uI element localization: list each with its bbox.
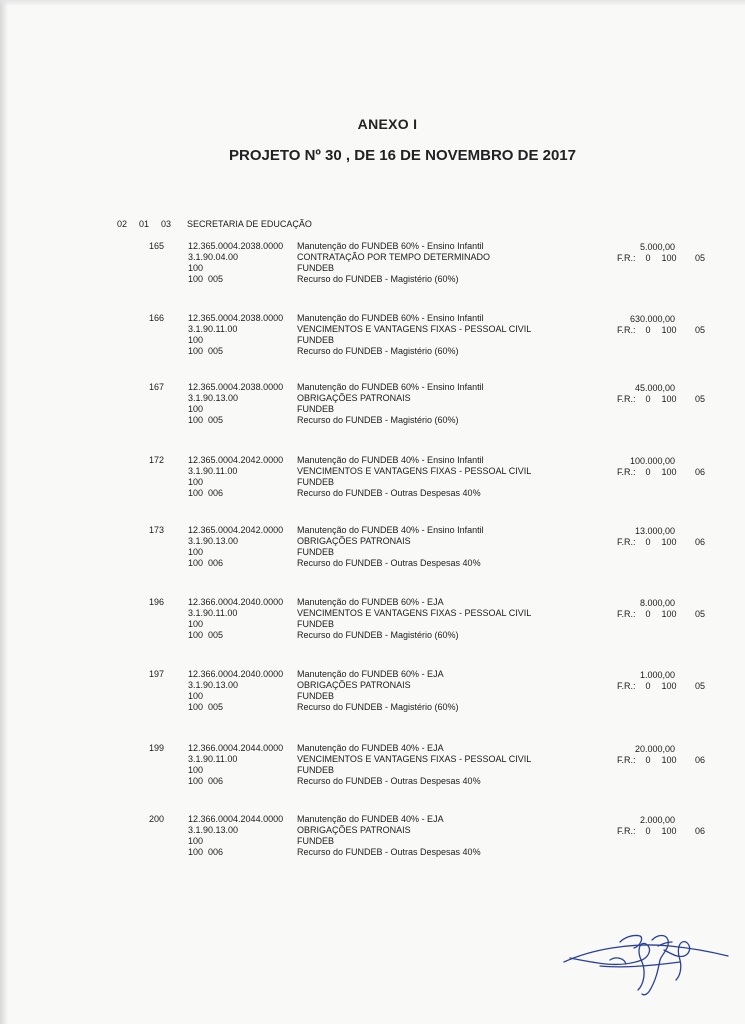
fr-label: F.R.: [617,681,636,691]
fr-label: F.R.: [617,394,636,404]
fund-name: FUNDEB [297,619,335,629]
fr-label: F.R.: [617,537,636,547]
source-code: 100 [188,619,204,629]
sub-code-a: 100 [188,630,204,640]
entry-codes [188,597,283,641]
program-code: 12.366.0004.2040.0000 [188,597,284,607]
entry-amount: 8.000,00 [639,598,675,608]
sub-code-b: 006 [208,488,224,498]
entry-descriptions [297,313,531,357]
fund-name: FUNDEB [297,836,335,846]
program-code: 12.365.0004.2038.0000 [188,313,284,323]
entry-descriptions [297,525,484,569]
sub-code-a: 100 [188,558,204,568]
action-desc: Manutenção do FUNDEB 60% - EJA [297,669,444,679]
budget-entry [0,382,745,432]
source-code: 100 [188,836,204,846]
signature-icon [560,920,730,1000]
source-code: 100 [188,691,204,701]
budget-entry [0,743,745,793]
fr-2: 100 [661,467,677,477]
element-desc: VENCIMENTOS E VANTAGENS FIXAS - PESSOAL CIVIL [297,324,532,334]
source-code: 100 [188,404,204,414]
entry-codes [188,455,283,499]
budget-entry [0,455,745,505]
element-code: 3.1.90.04.00 [188,252,239,262]
entry-number: 196 [149,597,165,607]
resource-desc: Recurso do FUNDEB - Outras Despesas 40% [297,776,481,786]
action-desc: Manutenção do FUNDEB 60% - Ensino Infantil [297,382,484,392]
sub-codes [188,558,283,569]
element-desc: OBRIGAÇÕES PATRONAIS [297,393,411,403]
fr-3: 05 [694,681,705,691]
resource-desc: Recurso do FUNDEB - Magistério (60%) [297,630,459,640]
sub-code-a: 100 [188,702,204,712]
sub-code-a: 100 [188,488,204,498]
fr-1: 0 [645,325,651,335]
fr-2: 100 [661,394,677,404]
action-desc: Manutenção do FUNDEB 40% - Ensino Infantil [297,525,484,535]
sub-code-b: 006 [208,558,224,568]
fr-label: F.R.: [617,325,636,335]
entry-amount: 20.000,00 [634,744,675,754]
budget-entry [0,313,745,363]
fr-1: 0 [645,537,651,547]
entry-descriptions [297,455,531,499]
budget-entry [0,597,745,647]
fr-3: 06 [694,826,705,836]
entry-number: 167 [149,382,165,392]
element-code: 3.1.90.13.00 [188,680,239,690]
element-code: 3.1.90.11.00 [188,324,238,334]
element-desc: CONTRATAÇÃO POR TEMPO DETERMINADO [297,252,491,262]
entry-codes [188,382,283,426]
resource-desc: Recurso do FUNDEB - Outras Despesas 40% [297,558,481,568]
fr-label: F.R.: [617,755,636,765]
entry-codes [188,241,283,285]
entry-descriptions [297,814,481,858]
dept-name: SECRETARIA DE EDUCAÇÃO [187,219,312,229]
fund-name: FUNDEB [297,335,335,345]
program-code: 12.365.0004.2038.0000 [188,382,284,392]
source-code: 100 [188,263,204,273]
entry-descriptions [297,743,531,787]
fr-1: 0 [645,755,651,765]
fr-code [617,253,705,264]
fr-2: 100 [661,681,677,691]
sub-codes [188,346,283,357]
dept-code-1: 02 [117,219,128,229]
resource-desc: Recurso do FUNDEB - Outras Despesas 40% [297,488,481,498]
entry-codes [188,743,283,787]
entry-codes [188,525,283,569]
fr-2: 100 [661,609,677,619]
entry-codes [188,313,283,357]
program-code: 12.365.0004.2042.0000 [188,525,284,535]
entry-amount: 2.000,00 [639,815,675,825]
sub-codes [188,847,283,858]
fr-1: 0 [645,609,651,619]
source-code: 100 [188,335,204,345]
sub-code-b: 005 [208,702,224,712]
fr-3: 05 [694,394,705,404]
fr-3: 05 [694,253,705,263]
sub-code-a: 100 [188,847,204,857]
sub-code-b: 006 [208,847,224,857]
sub-codes [188,415,283,426]
fr-1: 0 [645,681,651,691]
entry-amount: 5.000,00 [639,242,675,252]
entry-number: 166 [149,313,165,323]
entry-codes [188,814,283,858]
fr-code [617,609,705,620]
fr-code [617,681,705,692]
source-code: 100 [188,547,204,557]
element-desc: OBRIGAÇÕES PATRONAIS [297,825,411,835]
source-code: 100 [188,477,204,487]
element-code: 3.1.90.13.00 [188,825,239,835]
fr-2: 100 [661,253,677,263]
budget-entry [0,669,745,719]
fr-1: 0 [645,394,651,404]
action-desc: Manutenção do FUNDEB 60% - Ensino Infantil [297,241,484,251]
action-desc: Manutenção do FUNDEB 60% - Ensino Infantil [297,313,484,323]
fr-2: 100 [661,826,677,836]
entry-amount: 13.000,00 [634,526,675,536]
budget-entry [0,241,745,291]
action-desc: Manutenção do FUNDEB 40% - EJA [297,743,444,753]
element-code: 3.1.90.11.00 [188,466,238,476]
element-desc: VENCIMENTOS E VANTAGENS FIXAS - PESSOAL CIVIL [297,608,532,618]
fund-name: FUNDEB [297,477,335,487]
entry-codes [188,669,283,713]
sub-code-a: 100 [188,415,204,425]
fr-label: F.R.: [617,467,636,477]
fr-code [617,394,705,405]
element-code: 3.1.90.11.00 [188,754,238,764]
entry-number: 197 [149,669,165,679]
fr-code [617,537,705,548]
sub-code-a: 100 [188,346,204,356]
entry-amount: 1.000,00 [639,670,675,680]
dept-code-3: 03 [161,219,172,229]
action-desc: Manutenção do FUNDEB 40% - EJA [297,814,444,824]
fr-label: F.R.: [617,609,636,619]
element-desc: VENCIMENTOS E VANTAGENS FIXAS - PESSOAL CIVIL [297,466,532,476]
fr-3: 06 [694,467,705,477]
entry-number: 165 [149,241,165,251]
entry-number: 172 [149,455,165,465]
program-code: 12.366.0004.2044.0000 [188,814,284,824]
element-desc: OBRIGAÇÕES PATRONAIS [297,680,411,690]
sub-codes [188,630,283,641]
element-code: 3.1.90.11.00 [188,608,238,618]
entry-descriptions [297,241,490,285]
fr-label: F.R.: [617,826,636,836]
entry-descriptions [297,382,484,426]
sub-codes [188,776,283,787]
entry-number: 199 [149,743,165,753]
fr-code [617,826,705,837]
resource-desc: Recurso do FUNDEB - Magistério (60%) [297,702,459,712]
fr-1: 0 [645,826,651,836]
resource-desc: Recurso do FUNDEB - Magistério (60%) [297,346,459,356]
fund-name: FUNDEB [297,263,335,273]
entry-descriptions [297,669,459,713]
fr-label: F.R.: [617,253,636,263]
action-desc: Manutenção do FUNDEB 60% - EJA [297,597,444,607]
element-code: 3.1.90.13.00 [188,393,239,403]
program-code: 12.365.0004.2042.0000 [188,455,284,465]
resource-desc: Recurso do FUNDEB - Magistério (60%) [297,415,459,425]
source-code: 100 [188,765,204,775]
budget-entry [0,525,745,575]
sub-codes [188,488,283,499]
program-code: 12.365.0004.2038.0000 [188,241,284,251]
project-title: PROJETO Nº 30 , DE 16 DE NOVEMBRO DE 2017 [229,147,576,164]
fr-2: 100 [661,755,677,765]
entry-number: 173 [149,525,165,535]
sub-code-b: 005 [208,630,224,640]
budget-entry [0,814,745,864]
program-code: 12.366.0004.2040.0000 [188,669,284,679]
resource-desc: Recurso do FUNDEB - Magistério (60%) [297,274,459,284]
resource-desc: Recurso do FUNDEB - Outras Despesas 40% [297,847,481,857]
action-desc: Manutenção do FUNDEB 40% - Ensino Infantil [297,455,484,465]
fr-code [617,755,705,766]
sub-code-b: 005 [208,415,224,425]
entry-descriptions [297,597,531,641]
scan-top-shadow [0,0,745,6]
fr-2: 100 [661,537,677,547]
element-desc: OBRIGAÇÕES PATRONAIS [297,536,411,546]
annex-title: ANEXO I [357,116,418,132]
fr-1: 0 [645,253,651,263]
program-code: 12.366.0004.2044.0000 [188,743,284,753]
sub-code-b: 005 [208,274,224,284]
fr-3: 05 [694,325,705,335]
element-desc: VENCIMENTOS E VANTAGENS FIXAS - PESSOAL CIVIL [297,754,532,764]
sub-code-a: 100 [188,776,204,786]
fund-name: FUNDEB [297,404,335,414]
fr-code [617,325,705,336]
fr-code [617,467,705,478]
fund-name: FUNDEB [297,547,335,557]
fr-3: 05 [694,609,705,619]
fr-1: 0 [645,467,651,477]
entry-amount: 630.000,00 [629,314,675,324]
fund-name: FUNDEB [297,691,335,701]
fr-2: 100 [661,325,677,335]
dept-code-2: 01 [139,219,150,229]
sub-codes [188,702,283,713]
entry-number: 200 [149,814,165,824]
fr-3: 06 [694,537,705,547]
fr-3: 06 [694,755,705,765]
element-code: 3.1.90.13.00 [188,536,239,546]
sub-code-b: 005 [208,346,224,356]
sub-code-a: 100 [188,274,204,284]
fund-name: FUNDEB [297,765,335,775]
sub-code-b: 006 [208,776,224,786]
sub-codes [188,274,283,285]
entry-amount: 45.000,00 [634,383,675,393]
entry-amount: 100.000,00 [629,456,675,466]
